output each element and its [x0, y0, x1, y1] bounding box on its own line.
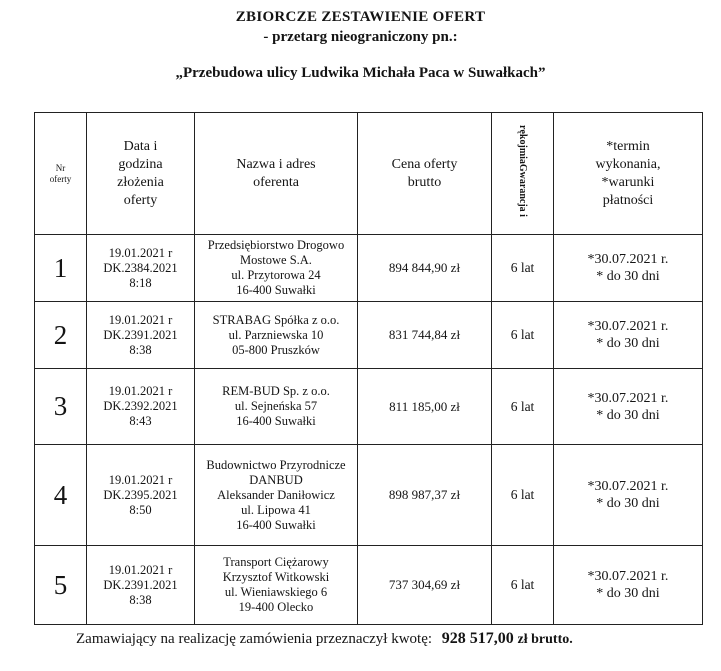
- offer-warranty: 6 lat: [492, 445, 554, 546]
- offer-number: 1: [35, 235, 87, 302]
- bidder-name-address: Przedsiębiorstwo Drogowo Mostowe S.A. ul. Przytorowa 24 16-400 Suwałki: [195, 235, 358, 302]
- offer-date: 19.01.2021 r DK.2392.2021 8:43: [87, 369, 195, 445]
- offer-terms: *30.07.2021 r. * do 30 dni: [554, 369, 703, 445]
- offer-date: 19.01.2021 r DK.2391.2021 8:38: [87, 546, 195, 625]
- header-terms: *termin wykonania, *warunki płatności: [554, 113, 703, 235]
- document-subtitle: - przetarg nieograniczony pn.:: [263, 29, 458, 45]
- offer-price: 898 987,37 zł: [358, 445, 492, 546]
- table-row: [35, 546, 703, 625]
- budget-summary: [76, 630, 573, 648]
- offer-price: 894 844,90 zł: [358, 235, 492, 302]
- offer-terms: *30.07.2021 r. * do 30 dni: [554, 546, 703, 625]
- offer-price: 737 304,69 zł: [358, 546, 492, 625]
- bidder-name-address: Transport Ciężarowy Krzysztof Witkowski ul. Wieniawskiego 6 19-400 Olecko: [195, 546, 358, 625]
- header-nr: Nr oferty: [35, 113, 87, 235]
- bidder-name-address: STRABAG Spółka z o.o. ul. Parzniewska 10 05-800 Pruszków: [195, 302, 358, 369]
- offer-warranty: 6 lat: [492, 235, 554, 302]
- offer-number: 2: [35, 302, 87, 369]
- offer-date: 19.01.2021 r DK.2384.2021 8:18: [87, 235, 195, 302]
- header-price: Cena oferty brutto: [358, 113, 492, 235]
- budget-unit: zł brutto.: [517, 632, 573, 647]
- offers-table: [34, 112, 703, 625]
- offer-terms: *30.07.2021 r. * do 30 dni: [554, 302, 703, 369]
- budget-amount: 928 517,00: [441, 630, 514, 647]
- table-row: [35, 235, 703, 302]
- offer-date: 19.01.2021 r DK.2395.2021 8:50: [87, 445, 195, 546]
- table-row: [35, 445, 703, 546]
- table-header-row: [35, 113, 703, 235]
- offer-date: 19.01.2021 r DK.2391.2021 8:38: [87, 302, 195, 369]
- table-row: [35, 302, 703, 369]
- tender-subject: „Przebudowa ulicy Ludwika Michała Paca w Suwałkach”: [175, 65, 546, 81]
- offer-number: 3: [35, 369, 87, 445]
- header-date: Data i godzina złożenia oferty: [87, 113, 195, 235]
- offer-warranty: 6 lat: [492, 369, 554, 445]
- offer-number: 4: [35, 445, 87, 546]
- offer-warranty: 6 lat: [492, 546, 554, 625]
- table-row: [35, 369, 703, 445]
- offer-number: 5: [35, 546, 87, 625]
- bidder-name-address: REM-BUD Sp. z o.o. ul. Sejneńska 57 16-400 Suwałki: [195, 369, 358, 445]
- offer-price: 831 744,84 zł: [358, 302, 492, 369]
- header-warranty: Gwarancja irękojmia: [492, 113, 554, 235]
- bidder-name-address: Budownictwo Przyrodnicze DANBUD Aleksander Daniłowicz ul. Lipowa 41 16-400 Suwałki: [195, 445, 358, 546]
- document-title: ZBIORCZE ZESTAWIENIE OFERT: [235, 9, 486, 25]
- header-bidder: Nazwa i adres oferenta: [195, 113, 358, 235]
- offer-terms: *30.07.2021 r. * do 30 dni: [554, 445, 703, 546]
- offer-price: 811 185,00 zł: [358, 369, 492, 445]
- offer-terms: *30.07.2021 r. * do 30 dni: [554, 235, 703, 302]
- offer-warranty: 6 lat: [492, 302, 554, 369]
- summary-text: Zamawiający na realizację zamówienia przeznaczył kwotę:: [76, 631, 433, 647]
